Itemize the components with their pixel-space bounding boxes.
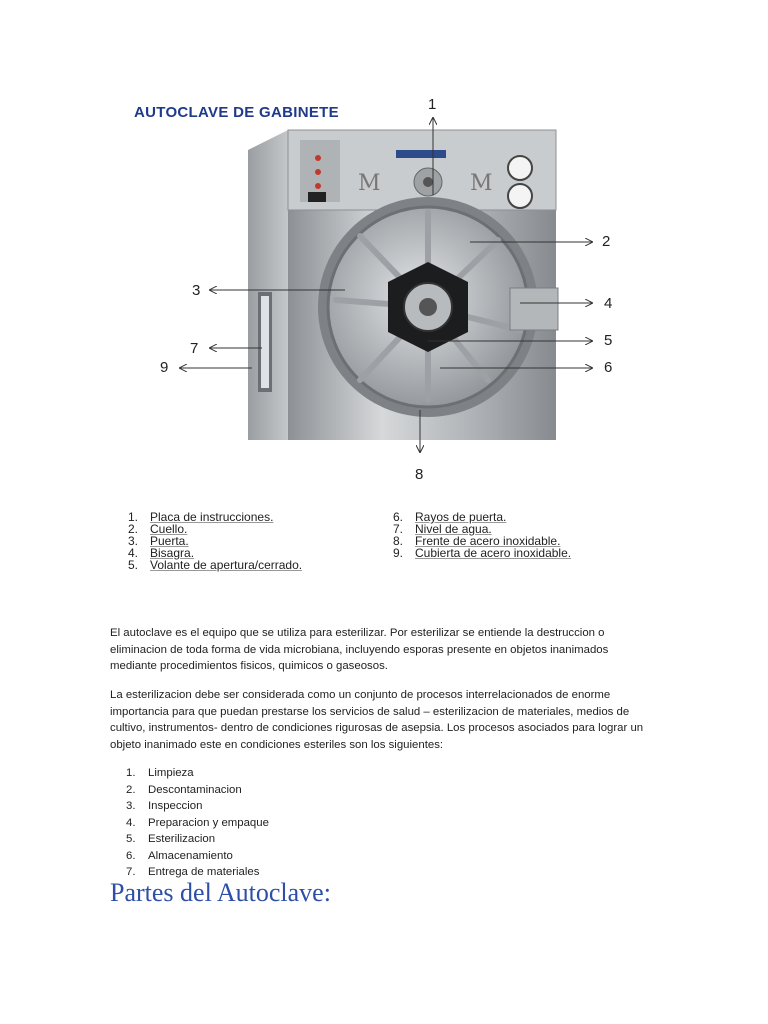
paragraph-sterilization: La esterilizacion debe ser considerada como un conjunto de procesos interrelacionados de enorme importancia para que puedan prestarse los servicios de salud – esterilizacion de materiales, medios de cultivo, instrumentos- dentro de condiciones rigurosas de asepsia. Los procesos asociados para lograr un objeto inanimado este en condiciones esteriles son los siguientes:	[110, 689, 644, 751]
callout-9: 9	[160, 359, 169, 376]
process-steps-list	[126, 765, 269, 881]
list-item: 1. Limpieza	[126, 767, 194, 779]
stainless-cover	[248, 130, 288, 440]
legend-item: 2. Cuello.	[128, 522, 188, 536]
legend-left	[128, 511, 302, 571]
callout-1: 1	[428, 96, 437, 113]
legend-item: 7. Nivel de agua.	[393, 522, 492, 536]
svg-text:M: M	[358, 171, 381, 196]
legend-item: 5. Volante de apertura/cerrado.	[128, 558, 303, 572]
paragraph-definition: El autoclave es el equipo que se utiliza para esterilizar. Por esterilizar se entiende la destruccion o eliminacion de toda forma de vida microbiana, incluyendo esporas presente en objetos inanimados mediante procedimientos fisicos, quimicos o gaseosos.	[110, 627, 609, 672]
callout-5: 5	[604, 332, 613, 349]
callout-7: 7	[190, 340, 199, 357]
svg-text:M: M	[470, 171, 493, 196]
legend-right	[393, 511, 571, 559]
list-item: 2. Descontaminacion	[126, 783, 242, 796]
callout-4: 4	[604, 295, 613, 312]
list-item: 7. Entrega de materiales	[126, 866, 260, 878]
callout-6: 6	[604, 359, 613, 376]
legend-item: 8. Frente de acero inoxidable.	[393, 534, 561, 548]
legend-item: 6. Rayos de puerta.	[393, 510, 507, 524]
list-item: 3. Inspeccion	[126, 800, 203, 812]
figure-title: AUTOCLAVE DE GABINETE	[134, 104, 339, 121]
list-item: 6. Almacenamiento	[126, 849, 233, 862]
legend-item: 3. Puerta.	[128, 534, 189, 548]
list-item: 5. Esterilizacion	[126, 833, 216, 845]
callout-3: 3	[192, 282, 201, 299]
legend-item: 1. Placa de instrucciones.	[128, 510, 274, 524]
list-item: 4. Preparacion y empaque	[126, 816, 269, 829]
section-heading: Partes del Autoclave:	[110, 878, 331, 907]
callout-2: 2	[602, 233, 611, 250]
callout-8: 8	[415, 466, 424, 483]
legend-item: 4. Bisagra.	[128, 546, 195, 560]
legend-item: 9. Cubierta de acero inoxidable.	[393, 546, 572, 560]
